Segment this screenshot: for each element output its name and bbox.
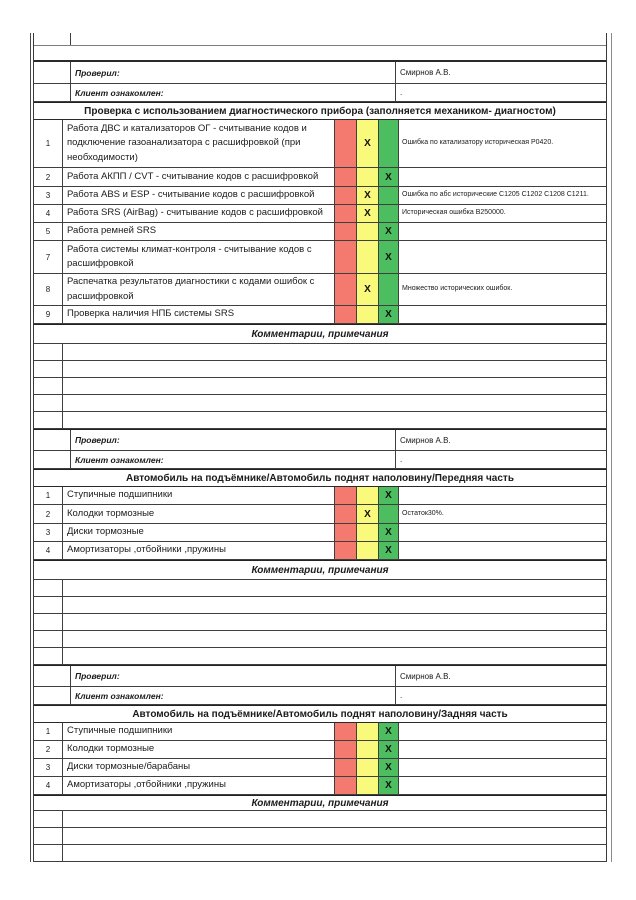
status-cell-green bbox=[379, 542, 399, 559]
empty-cell bbox=[63, 395, 606, 411]
row-note bbox=[399, 223, 606, 240]
status-cell-green bbox=[379, 205, 399, 222]
empty-cell bbox=[34, 84, 71, 101]
empty-cell bbox=[34, 395, 63, 411]
row-note: Множество исторических ошибок. bbox=[402, 285, 513, 293]
status-mark: X bbox=[385, 744, 392, 755]
empty-cell bbox=[34, 648, 63, 664]
status-cell-yellow bbox=[357, 741, 379, 758]
row-description: Работа ремней SRS bbox=[63, 223, 335, 240]
status-cell-green bbox=[379, 187, 399, 204]
status-mark: X bbox=[364, 284, 371, 295]
comment-empty-row bbox=[34, 614, 606, 631]
empty-cell bbox=[34, 614, 63, 630]
reviewer-row bbox=[34, 665, 606, 687]
checklist-row bbox=[34, 223, 606, 241]
status-cell-red bbox=[335, 777, 357, 794]
status-cell-red bbox=[335, 524, 357, 541]
empty-cell bbox=[63, 597, 606, 613]
reviewer-label: Проверил: bbox=[71, 666, 396, 686]
row-number: 9 bbox=[34, 306, 63, 323]
status-cell-yellow bbox=[357, 524, 379, 541]
row-description: Амортизаторы ,отбойники ,пружины bbox=[63, 542, 335, 559]
comment-empty-row bbox=[34, 597, 606, 614]
row-description: Ступичные подшипники bbox=[63, 723, 335, 740]
status-cell-yellow bbox=[357, 205, 379, 222]
status-cell-yellow bbox=[357, 505, 379, 523]
checklist-row bbox=[34, 187, 606, 205]
checklist-row bbox=[34, 205, 606, 223]
status-cell-red bbox=[335, 759, 357, 776]
section-title: Автомобиль на подъёмнике/Автомобиль поднят наполовину/Задняя часть bbox=[132, 708, 508, 720]
row-description: Амортизаторы ,отбойники ,пружины bbox=[63, 777, 335, 794]
inspection-form-sheet bbox=[33, 33, 607, 862]
empty-cell bbox=[63, 361, 606, 377]
reviewer-label: Проверил: bbox=[71, 62, 396, 83]
status-mark: X bbox=[385, 226, 392, 237]
empty-cell bbox=[34, 687, 71, 704]
status-cell-yellow bbox=[357, 542, 379, 559]
row-note: Ошибка по абс исторические C1205 C1202 C1208 C1211. bbox=[402, 191, 589, 199]
status-cell-yellow bbox=[357, 777, 379, 794]
comments-header bbox=[34, 795, 606, 811]
row-number: 2 bbox=[34, 741, 63, 758]
checklist-row bbox=[34, 487, 606, 505]
empty-cell bbox=[63, 412, 606, 428]
status-mark: X bbox=[385, 251, 392, 263]
row-note bbox=[399, 524, 606, 541]
reviewer-row bbox=[34, 62, 606, 84]
client-acquainted-label: Клиент ознакомлен: bbox=[71, 451, 396, 468]
row-number: 8 bbox=[34, 274, 63, 305]
status-cell-green bbox=[379, 487, 399, 504]
status-cell-yellow bbox=[357, 274, 379, 305]
status-mark: X bbox=[385, 762, 392, 773]
checklist-row bbox=[34, 120, 606, 168]
row-number: 3 bbox=[34, 187, 63, 204]
status-cell-yellow bbox=[357, 306, 379, 323]
client-acquainted-row bbox=[34, 687, 606, 705]
row-number: 4 bbox=[34, 205, 63, 222]
stub-cell bbox=[34, 33, 71, 45]
empty-cell bbox=[63, 378, 606, 394]
status-cell-green bbox=[379, 723, 399, 740]
comments-header bbox=[34, 324, 606, 344]
reviewer-label: Проверил: bbox=[71, 430, 396, 450]
status-cell-red bbox=[335, 274, 357, 305]
status-cell-yellow bbox=[357, 120, 379, 167]
status-mark: X bbox=[385, 309, 392, 320]
row-number: 4 bbox=[34, 777, 63, 794]
section-header-cell bbox=[34, 470, 606, 486]
empty-cell bbox=[34, 828, 63, 844]
status-cell-green bbox=[379, 306, 399, 323]
client-acquainted-label: Клиент ознакомлен: bbox=[71, 84, 396, 101]
status-mark: X bbox=[385, 527, 392, 538]
comments-header-cell bbox=[34, 796, 606, 810]
status-cell-red bbox=[335, 741, 357, 758]
status-cell-yellow bbox=[357, 759, 379, 776]
status-mark: X bbox=[385, 545, 392, 556]
status-cell-green bbox=[379, 120, 399, 167]
status-cell-red bbox=[335, 487, 357, 504]
row-description: Работа SRS (AirBag) - считывание кодов с расшифровкой bbox=[63, 205, 335, 222]
section-title: Проверка с использованием диагностического прибора (заполняется механиком- диагностом) bbox=[84, 105, 556, 117]
comments-header-cell bbox=[34, 561, 606, 579]
empty-cell bbox=[34, 845, 63, 861]
reviewer-value: Смирнов А.В. bbox=[400, 435, 451, 445]
checklist-row bbox=[34, 741, 606, 759]
row-number: 2 bbox=[34, 505, 63, 523]
status-cell-green bbox=[379, 505, 399, 523]
status-cell-red bbox=[335, 505, 357, 523]
comment-empty-row bbox=[34, 648, 606, 665]
row-note bbox=[399, 306, 606, 323]
row-note: Ошибка по катализатору историческая P0420. bbox=[402, 139, 554, 147]
checklist-row bbox=[34, 542, 606, 560]
row-note bbox=[399, 542, 606, 559]
row-description: Работа ABS и ESP - считывание кодов с расшифровкой bbox=[63, 187, 335, 204]
status-cell-yellow bbox=[357, 487, 379, 504]
empty-cell bbox=[34, 580, 63, 596]
row-number: 1 bbox=[34, 487, 63, 504]
row-number: 7 bbox=[34, 241, 63, 273]
client-acquainted-value: . bbox=[400, 455, 403, 464]
comment-empty-row bbox=[34, 361, 606, 378]
section-title: Автомобиль на подъёмнике/Автомобиль поднят наполовину/Передняя часть bbox=[126, 472, 514, 484]
status-cell-green bbox=[379, 274, 399, 305]
row-number: 1 bbox=[34, 723, 63, 740]
checklist-row bbox=[34, 168, 606, 187]
empty-cell bbox=[34, 451, 71, 468]
status-cell-red bbox=[335, 205, 357, 222]
status-mark: X bbox=[364, 208, 371, 219]
status-cell-yellow bbox=[357, 723, 379, 740]
row-number: 3 bbox=[34, 759, 63, 776]
empty-cell bbox=[63, 614, 606, 630]
row-note bbox=[399, 168, 606, 186]
status-cell-yellow bbox=[357, 187, 379, 204]
empty-cell bbox=[34, 631, 63, 647]
row-description: Работа системы климат-контроля - считывание кодов с расшифровкой bbox=[63, 241, 335, 273]
empty-cell bbox=[63, 828, 606, 844]
comment-empty-row bbox=[34, 344, 606, 361]
empty-cell bbox=[34, 430, 71, 450]
status-cell-yellow bbox=[357, 223, 379, 240]
empty-cell bbox=[63, 648, 606, 664]
client-acquainted-row bbox=[34, 84, 606, 102]
row-note bbox=[399, 723, 606, 740]
comment-empty-row bbox=[34, 811, 606, 828]
status-cell-red bbox=[335, 187, 357, 204]
reviewer-row bbox=[34, 429, 606, 451]
status-cell-red bbox=[335, 723, 357, 740]
empty-cell bbox=[34, 666, 71, 686]
status-mark: X bbox=[385, 780, 392, 791]
status-mark: X bbox=[364, 508, 371, 520]
checklist-row bbox=[34, 274, 606, 306]
empty-cell bbox=[34, 62, 71, 83]
row-description: Колодки тормозные bbox=[63, 741, 335, 758]
row-note bbox=[399, 741, 606, 758]
empty-cell bbox=[34, 378, 63, 394]
row-number: 1 bbox=[34, 120, 63, 167]
comments-header bbox=[34, 560, 606, 580]
status-cell-red bbox=[335, 168, 357, 186]
checklist-row bbox=[34, 241, 606, 274]
row-number: 4 bbox=[34, 542, 63, 559]
reviewer-value: Смирнов А.В. bbox=[400, 671, 451, 681]
comment-empty-row bbox=[34, 378, 606, 395]
section-header-lift-rear bbox=[34, 705, 606, 723]
stub-cell bbox=[71, 33, 606, 45]
row-number: 5 bbox=[34, 223, 63, 240]
row-description: Колодки тормозные bbox=[63, 505, 335, 523]
checklist-row bbox=[34, 524, 606, 542]
section-header-cell bbox=[34, 103, 606, 119]
status-cell-green bbox=[379, 741, 399, 758]
empty-cell bbox=[63, 580, 606, 596]
checklist-row bbox=[34, 759, 606, 777]
client-acquainted-row bbox=[34, 451, 606, 469]
empty-cell bbox=[63, 631, 606, 647]
stub-cell bbox=[34, 46, 606, 60]
comment-empty-row bbox=[34, 580, 606, 597]
comment-empty-row bbox=[34, 412, 606, 429]
status-mark: X bbox=[364, 138, 371, 149]
checklist-row bbox=[34, 505, 606, 524]
empty-cell bbox=[34, 412, 63, 428]
row-number: 3 bbox=[34, 524, 63, 541]
comments-title: Комментарии, примечания bbox=[251, 328, 389, 340]
status-cell-green bbox=[379, 524, 399, 541]
status-mark: X bbox=[364, 190, 371, 201]
status-mark: X bbox=[385, 171, 392, 183]
status-cell-green bbox=[379, 223, 399, 240]
empty-cell bbox=[34, 361, 63, 377]
row-description: Работа ДВС и катализаторов ОГ - считывание кодов и подключение газоанализатора с расшифровкой (при необходимости) bbox=[63, 120, 335, 167]
status-cell-green bbox=[379, 168, 399, 186]
status-mark: X bbox=[385, 490, 392, 501]
empty-cell bbox=[34, 344, 63, 360]
stub-row bbox=[34, 46, 606, 62]
row-description: Диски тормозные/барабаны bbox=[63, 759, 335, 776]
reviewer-value: Смирнов А.В. bbox=[400, 68, 451, 77]
status-cell-red bbox=[335, 223, 357, 240]
row-note: Остаток30%. bbox=[402, 509, 444, 517]
comment-empty-row bbox=[34, 395, 606, 412]
stub-row bbox=[34, 33, 606, 46]
empty-cell bbox=[63, 811, 606, 827]
section-header-diagnostics bbox=[34, 102, 606, 120]
client-acquainted-value: . bbox=[400, 691, 403, 700]
status-cell-green bbox=[379, 777, 399, 794]
section-header-lift-front bbox=[34, 469, 606, 487]
status-cell-red bbox=[335, 306, 357, 323]
checklist-row bbox=[34, 723, 606, 741]
status-mark: X bbox=[385, 726, 392, 737]
comment-empty-row bbox=[34, 828, 606, 845]
comments-title: Комментарии, примечания bbox=[251, 564, 389, 576]
empty-cell bbox=[34, 811, 63, 827]
comment-empty-row bbox=[34, 845, 606, 862]
comments-title: Комментарии, примечания bbox=[251, 797, 389, 809]
status-cell-yellow bbox=[357, 168, 379, 186]
status-cell-green bbox=[379, 241, 399, 273]
empty-cell bbox=[63, 845, 606, 861]
empty-cell bbox=[34, 597, 63, 613]
status-cell-yellow bbox=[357, 241, 379, 273]
empty-cell bbox=[63, 344, 606, 360]
row-description: Ступичные подшипники bbox=[63, 487, 335, 504]
client-acquainted-value: . bbox=[400, 88, 403, 97]
row-number: 2 bbox=[34, 168, 63, 186]
checklist-row bbox=[34, 306, 606, 324]
section-header-cell bbox=[34, 706, 606, 722]
row-description: Распечатка результатов диагностики с кодами ошибок с расшифровкой bbox=[63, 274, 335, 305]
comment-empty-row bbox=[34, 631, 606, 648]
row-note bbox=[399, 777, 606, 794]
row-description: Проверка наличия НПБ системы SRS bbox=[63, 306, 335, 323]
row-note bbox=[399, 759, 606, 776]
status-cell-green bbox=[379, 759, 399, 776]
row-description: Диски тормозные bbox=[63, 524, 335, 541]
status-cell-red bbox=[335, 120, 357, 167]
checklist-row bbox=[34, 777, 606, 795]
status-cell-red bbox=[335, 542, 357, 559]
status-cell-red bbox=[335, 241, 357, 273]
row-note bbox=[399, 487, 606, 504]
row-note: Историческая ошибка B250000. bbox=[402, 209, 506, 217]
row-description: Работа АКПП / CVT - считывание кодов с расшифровкой bbox=[63, 168, 335, 186]
row-note bbox=[399, 241, 606, 273]
client-acquainted-label: Клиент ознакомлен: bbox=[71, 687, 396, 704]
comments-header-cell bbox=[34, 325, 606, 343]
